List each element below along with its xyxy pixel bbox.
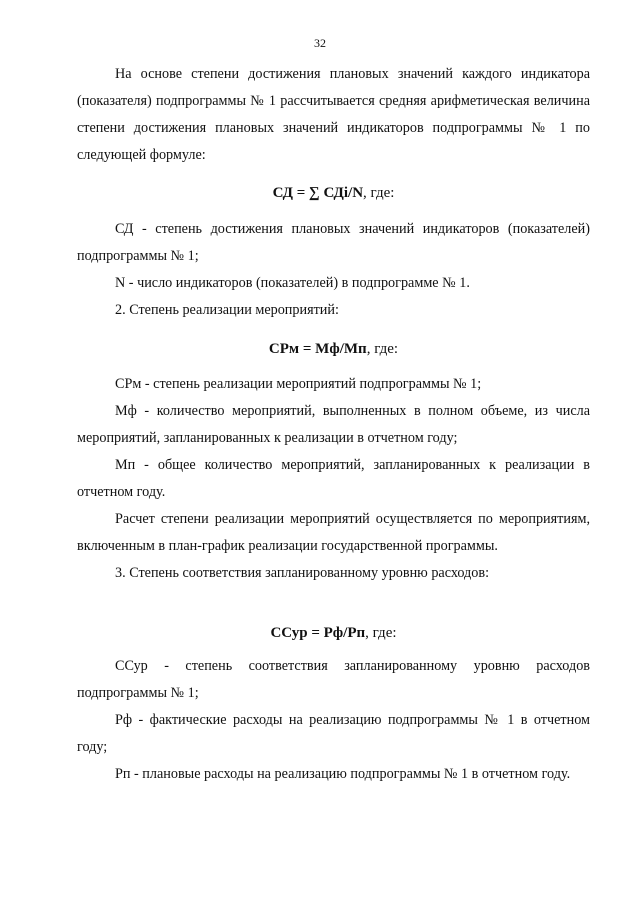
formula-2-suffix: , где: bbox=[366, 341, 399, 357]
formula-1-suffix: , где: bbox=[363, 185, 395, 201]
definition-ssur: ССур - степень соответствия запланированному уровню расходов подпрограммы № 1; bbox=[77, 658, 590, 701]
section-2-heading: 2. Степень реализации мероприятий: bbox=[115, 302, 339, 318]
formula-3-suffix: , где: bbox=[365, 625, 397, 641]
definition-srm: СРм - степень реализации мероприятий подпрограммы № 1; bbox=[115, 376, 482, 392]
definition-sd: СД - степень достижения плановых значений индикаторов (показателей) подпрограммы № 1; bbox=[77, 221, 590, 264]
page-number: 32 bbox=[314, 36, 326, 50]
formula-3 bbox=[77, 620, 590, 647]
section-3-heading: 3. Степень соответствия запланированному уровню расходов: bbox=[115, 565, 490, 581]
definition-mf: Мф - количество мероприятий, выполненных в полном объеме, из числа мероприятий, запланированных к реализации в отчетном году; bbox=[77, 403, 590, 446]
calculation-note: Расчет степени реализации мероприятий осуществляется по мероприятиям, включенным в план-график реализации государственной программы. bbox=[77, 511, 590, 554]
definition-n: N - число индикаторов (показателей) в подпрограмме № 1. bbox=[115, 275, 470, 291]
definitions-2 bbox=[77, 371, 590, 587]
definitions-3 bbox=[77, 653, 590, 788]
intro-block bbox=[77, 61, 590, 169]
definition-mp: Мп - общее количество мероприятий, запланированных к реализации в отчетном году. bbox=[77, 457, 590, 500]
definition-rf: Рф - фактические расходы на реализацию подпрограммы № 1 в отчетном году; bbox=[77, 712, 590, 755]
definitions-1 bbox=[77, 216, 590, 324]
formula-3-expression: ССур = Рф/Рп bbox=[270, 625, 366, 641]
definition-rp: Рп - плановые расходы на реализацию подпрограммы № 1 в отчетном году. bbox=[115, 766, 571, 782]
formula-2 bbox=[77, 336, 590, 363]
intro-paragraph: На основе степени достижения плановых значений каждого индикатора (показателя) подпрограммы № 1 рассчитывается средняя арифметическая величина степени достижения плановых значений индикаторов подпрограммы № 1 по следующей формуле: bbox=[77, 66, 590, 163]
formula-1-expression: СД = ∑ СДi/N bbox=[272, 185, 364, 201]
formula-2-expression: СРм = Мф/Мп bbox=[268, 341, 367, 357]
formula-1 bbox=[77, 180, 590, 207]
